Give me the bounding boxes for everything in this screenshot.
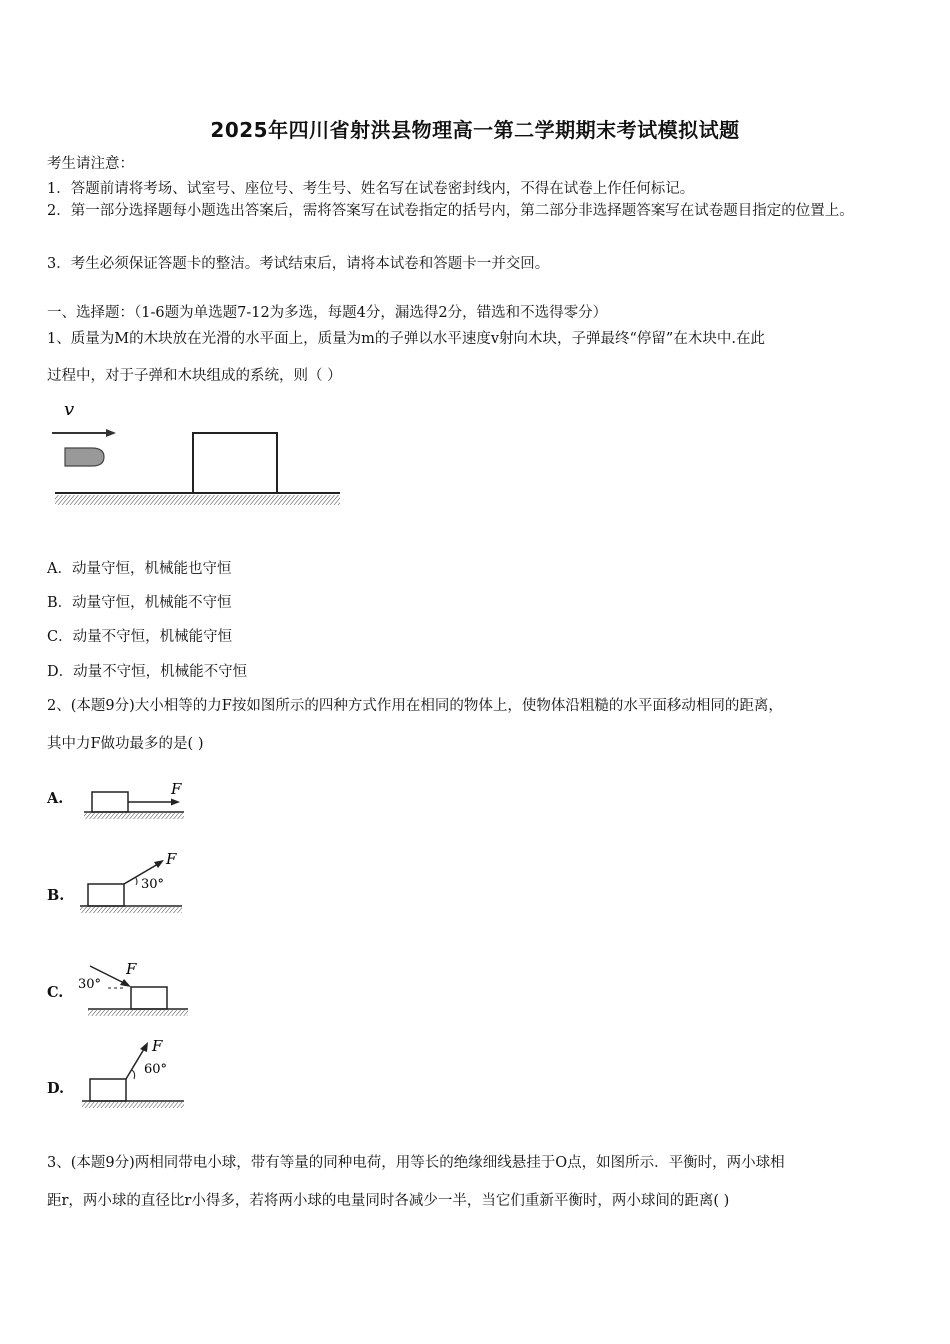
- angle-label: 30°: [78, 977, 102, 992]
- force-arrowhead: [140, 1042, 148, 1052]
- q2-option-a-figure: [82, 780, 192, 825]
- force-label: F: [152, 1037, 163, 1055]
- q2-option-b-figure: [78, 850, 188, 915]
- angle-label: 30°: [141, 877, 165, 892]
- q2-option-b-label[interactable]: B.: [47, 887, 65, 904]
- force-label: F: [126, 960, 137, 978]
- ground-hatch: [82, 1102, 184, 1108]
- velocity-arrowhead: [106, 429, 116, 437]
- wood-block: [193, 433, 277, 493]
- block: [131, 987, 167, 1009]
- ground-hatch: [84, 813, 184, 819]
- force-arrowhead: [154, 860, 164, 868]
- force-label: F: [171, 780, 182, 798]
- q3-text-line2: 距r，两小球的直径比r小得多，若将两小球的电量同时各减少一半，当它们重新平衡时，两小球间的距离( ): [47, 1193, 730, 1209]
- q1-option-b[interactable]: B．动量守恒，机械能不守恒: [47, 595, 232, 611]
- velocity-label: v: [64, 399, 75, 420]
- q2-option-a-label[interactable]: A.: [47, 790, 64, 807]
- q2-option-c-label[interactable]: C.: [47, 984, 64, 1001]
- force-label: F: [166, 850, 177, 868]
- q1-text-line2: 过程中，对于子弹和木块组成的系统，则（ ）: [47, 368, 342, 384]
- q1-option-a[interactable]: A．动量守恒，机械能也守恒: [47, 561, 232, 577]
- block: [90, 1079, 126, 1101]
- block: [88, 884, 124, 906]
- force-arrowhead: [120, 979, 131, 987]
- q1-option-c[interactable]: C．动量不守恒，机械能守恒: [47, 629, 233, 645]
- q2-text-line1: 2、(本题9分)大小相等的力F按如图所示的四种方式作用在相同的物体上，使物体沿粗糙的水平面移动相同的距离，: [47, 698, 783, 714]
- q1-bullet-block-figure: [50, 395, 345, 510]
- q1-option-d[interactable]: D．动量不守恒，机械能不守恒: [47, 664, 248, 680]
- ground-hatch: [88, 1010, 188, 1016]
- q2-option-d-figure: [78, 1035, 193, 1115]
- bullet-icon: [65, 448, 104, 466]
- ground-hatch: [80, 907, 182, 913]
- notice-item-3: 3．考生必须保证答题卡的整洁。考试结束后，请将本试卷和答题卡一并交回。: [47, 256, 550, 272]
- block: [92, 792, 128, 812]
- q1-text-line1: 1、质量为M的木块放在光滑的水平面上，质量为m的子弹以水平速度v射向木块，子弹最终“停留”在木块中.在此: [47, 331, 765, 347]
- notice-heading: 考生请注意：: [47, 156, 134, 172]
- angle-arc: [136, 878, 137, 885]
- page-title: 2025年四川省射洪县物理高一第二学期期末考试模拟试题: [210, 118, 740, 142]
- q2-option-c-figure: [76, 958, 191, 1020]
- angle-label: 60°: [144, 1062, 168, 1077]
- ground-hatch: [55, 495, 340, 505]
- notice-item-1: 1．答题前请将考场、试室号、座位号、考生号、姓名写在试卷密封线内，不得在试卷上作任何标记。: [47, 181, 695, 197]
- notice-item-2: 2．第一部分选择题每小题选出答案后，需将答案写在试卷指定的括号内，第二部分非选择题答案写在试卷题目指定的位置上。: [47, 203, 854, 219]
- q2-option-d-label[interactable]: D.: [47, 1080, 65, 1097]
- angle-arc: [132, 1070, 135, 1079]
- section-heading: 一、选择题：（1-6题为单选题7-12为多选，每题4分，漏选得2分，错选和不选得零分）: [47, 305, 608, 321]
- q3-text-line1: 3、(本题9分)两相同带电小球，带有等量的同种电荷，用等长的绝缘细线悬挂于O点，如图所示．平衡时，两小球相: [47, 1155, 785, 1171]
- q2-text-line2: 其中力F做功最多的是( ): [47, 736, 204, 752]
- force-arrowhead: [171, 799, 180, 806]
